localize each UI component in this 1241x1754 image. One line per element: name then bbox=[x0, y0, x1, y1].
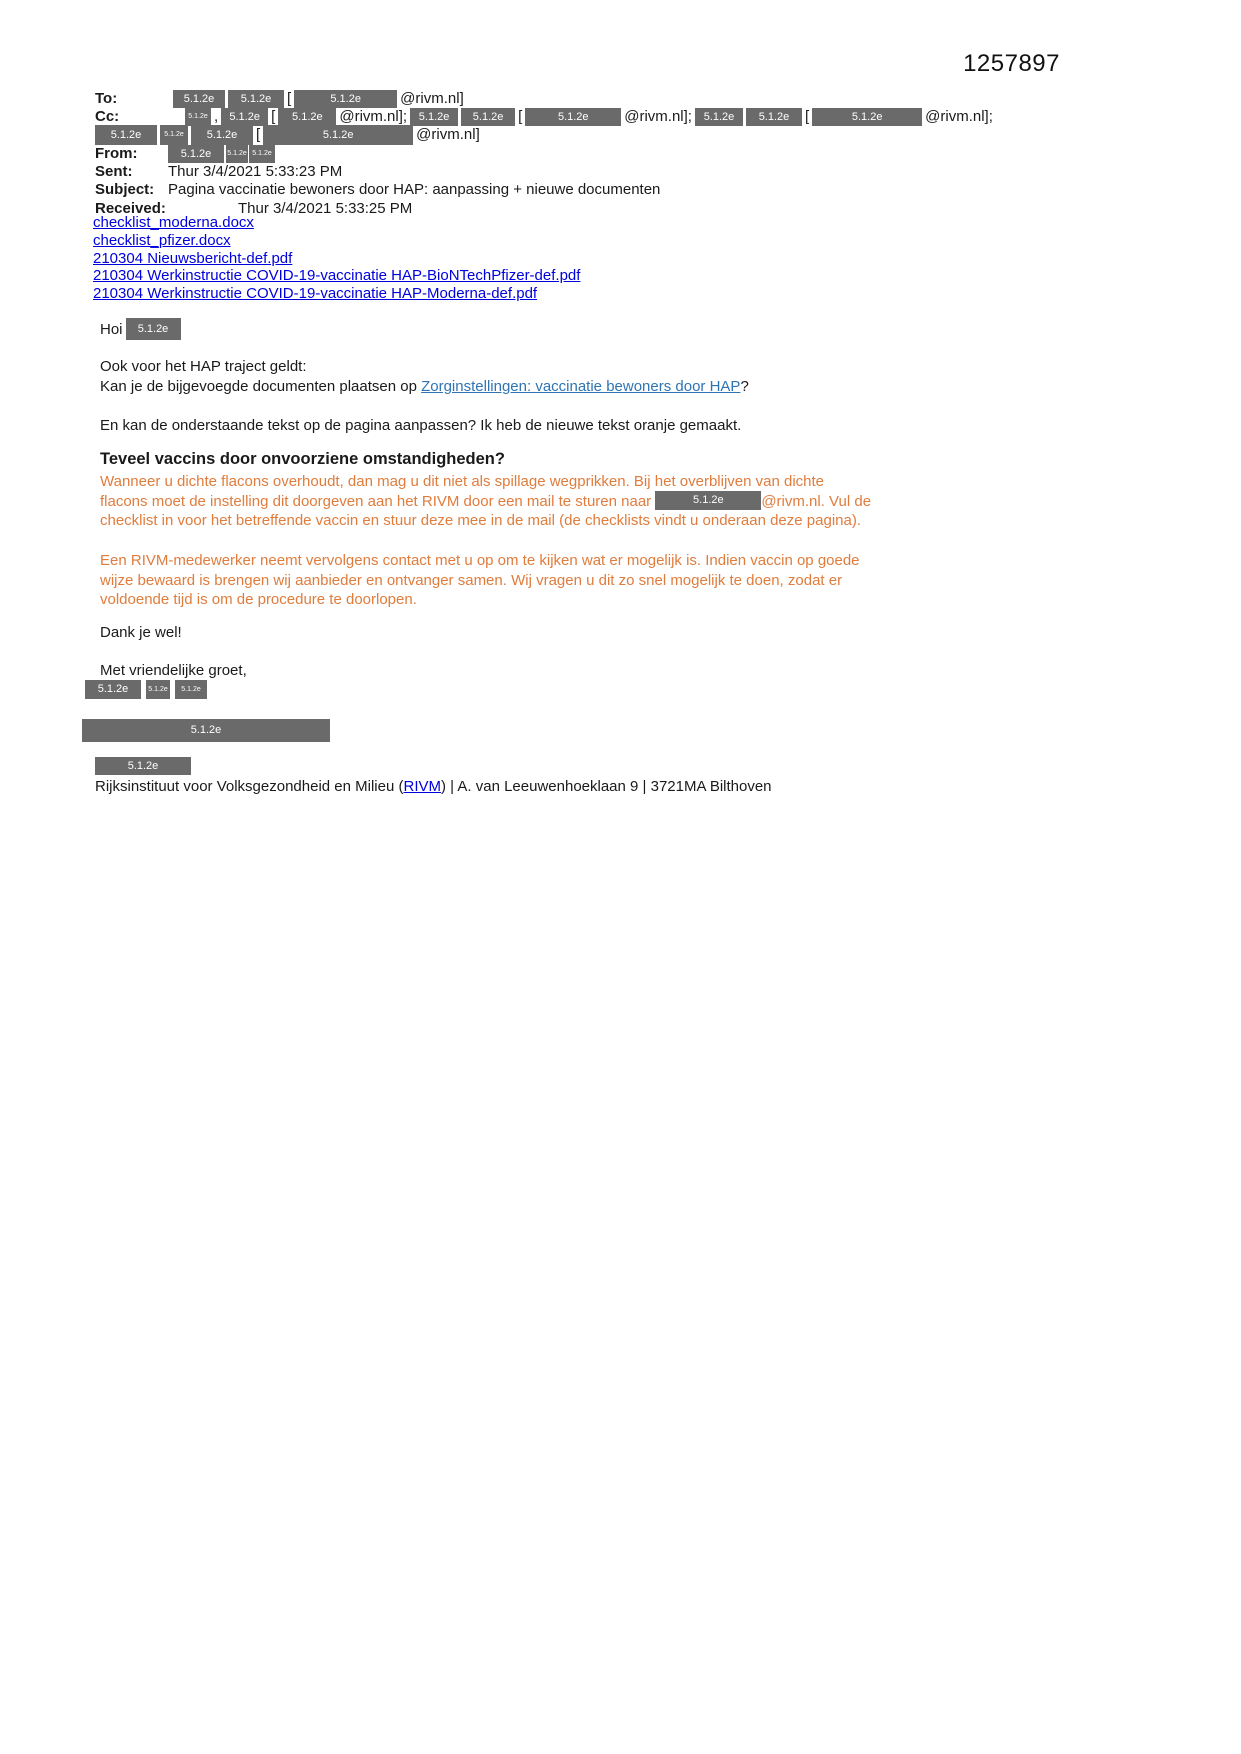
redaction-box: 5.1.2e bbox=[126, 318, 181, 340]
section-heading: Teveel vaccins door onvoorziene omstandigheden? bbox=[100, 450, 505, 468]
redaction-box: 5.1.2e bbox=[249, 145, 275, 163]
sent-value: Thur 3/4/2021 5:33:23 PM bbox=[168, 163, 343, 180]
to-label: To: bbox=[95, 90, 118, 107]
bracket-text: [ bbox=[518, 108, 523, 125]
redaction-box: 5.1.2e bbox=[175, 680, 207, 699]
to-value bbox=[168, 90, 464, 108]
redaction-box: 5.1.2e bbox=[228, 90, 284, 108]
orange-p2-line1: Een RIVM-medewerker neemt vervolgens contact met u op om te kijken wat er mogelijk is. Indien vaccin op goede bbox=[100, 552, 860, 569]
orange-p1-line2-post: @rivm.nl. Vul de bbox=[761, 492, 872, 510]
redaction-box: 5.1.2e bbox=[655, 491, 761, 510]
body-line-2-prefix: Kan je de bijgevoegde documenten plaatsen op bbox=[100, 378, 422, 395]
attachment-link-checklist-pfizer[interactable]: checklist_pfizer.docx bbox=[93, 231, 231, 249]
zorginstellingen-link[interactable]: Zorginstellingen: vaccinatie bewoners door HAP bbox=[421, 378, 741, 395]
redaction-box: 5.1.2e bbox=[410, 108, 458, 126]
domain-text: @rivm.nl]; bbox=[624, 108, 692, 125]
rivm-link[interactable]: RIVM bbox=[403, 778, 441, 795]
bracket-text: [ bbox=[256, 126, 261, 143]
body-line-3: En kan de onderstaande tekst op de pagina aanpassen? Ik heb de nieuwe tekst oranje gemaakt. bbox=[100, 417, 742, 434]
orange-p1-line2-pre: flacons moet de instelling dit doorgeven aan het RIVM door een mail te sturen naar bbox=[100, 492, 656, 510]
signoff-line: Met vriendelijke groet, bbox=[100, 662, 247, 679]
domain-text: @rivm.nl]; bbox=[925, 108, 993, 125]
bracket-text: [ bbox=[287, 90, 292, 107]
cc-row bbox=[95, 107, 993, 126]
redaction-box: 5.1.2e bbox=[278, 108, 336, 126]
redaction-box: 5.1.2e bbox=[191, 125, 253, 145]
domain-text: @rivm.nl]; bbox=[339, 108, 408, 125]
bracket-text: [ bbox=[804, 108, 810, 125]
redaction-bar-small: 5.1.2e bbox=[95, 757, 191, 775]
from-value bbox=[168, 145, 275, 163]
subject-row bbox=[95, 180, 660, 199]
orange-p1-line1: Wanneer u dichte flacons overhoudt, dan mag u dit niet als spillage wegprikken. Bij het overblijven van dichte bbox=[100, 473, 825, 490]
attachment-link-nieuwsbericht[interactable]: 210304 Nieuwsbericht-def.pdf bbox=[93, 249, 293, 267]
thanks-line: Dank je wel! bbox=[100, 624, 182, 641]
cc-label: Cc: bbox=[95, 108, 120, 125]
footer-org-line bbox=[95, 778, 772, 795]
sent-row bbox=[95, 162, 342, 181]
orange-paragraph-2 bbox=[100, 551, 860, 610]
comma-text: , bbox=[214, 108, 219, 125]
redaction-box: 5.1.2e bbox=[173, 90, 225, 108]
body-line-1: Ook voor het HAP traject geldt: bbox=[100, 358, 307, 375]
redaction-box: 5.1.2e bbox=[294, 90, 397, 108]
to-row bbox=[95, 89, 464, 108]
redaction-bar-wide: 5.1.2e bbox=[82, 719, 330, 742]
redaction-box: 5.1.2e bbox=[812, 108, 922, 126]
cc-row-continuation bbox=[95, 125, 480, 144]
redaction-box: 5.1.2e bbox=[185, 108, 211, 126]
orange-p2-line3: voldoende tijd is om de procedure te doorlopen. bbox=[100, 591, 417, 609]
orange-p2-line2: wijze bewaard is brengen wij aanbieder en ontvanger samen. Wij vragen u dit zo snel mogelijk te doen, zodat er bbox=[100, 571, 843, 589]
domain-text: @rivm.nl] bbox=[400, 90, 464, 107]
redaction-box: 5.1.2e bbox=[695, 108, 743, 126]
body-line-2 bbox=[100, 378, 749, 395]
bracket-text: [ bbox=[271, 108, 276, 125]
redaction-box: 5.1.2e bbox=[146, 680, 170, 699]
redaction-box: 5.1.2e bbox=[85, 680, 141, 699]
attachment-link-checklist-moderna[interactable]: checklist_moderna.docx bbox=[93, 214, 254, 231]
redaction-box: 5.1.2e bbox=[461, 108, 515, 126]
redaction-box: 5.1.2e bbox=[263, 125, 413, 145]
from-row bbox=[95, 144, 275, 163]
received-value: Thur 3/4/2021 5:33:25 PM bbox=[238, 200, 413, 217]
orange-paragraph-1 bbox=[100, 472, 871, 531]
sent-label: Sent: bbox=[95, 163, 133, 180]
signature-redactions bbox=[85, 680, 207, 699]
document-number: 1257897 bbox=[963, 50, 1060, 77]
body-line-2-suffix: ? bbox=[740, 378, 749, 395]
redaction-box: 5.1.2e bbox=[160, 125, 188, 145]
redaction-box: 5.1.2e bbox=[221, 108, 268, 126]
from-label: From: bbox=[95, 145, 138, 162]
redaction-box: 5.1.2e bbox=[226, 145, 248, 163]
redaction-box: 5.1.2e bbox=[525, 108, 621, 126]
attachment-link-werkinstructie-pfizer[interactable]: 210304 Werkinstructie COVID-19-vaccinatie HAP-BioNTechPfizer-def.pdf bbox=[93, 267, 581, 285]
redaction-box: 5.1.2e bbox=[746, 108, 802, 126]
footer-org-prefix: Rijksinstituut voor Volksgezondheid en Milieu ( bbox=[95, 778, 404, 795]
attachment-list bbox=[93, 214, 580, 303]
greeting-text: Hoi bbox=[100, 320, 123, 338]
redaction-box: 5.1.2e bbox=[168, 145, 224, 163]
footer-org-suffix: ) | A. van Leeuwenhoeklaan 9 | 3721MA Bilthoven bbox=[441, 778, 772, 795]
attachment-link-werkinstructie-moderna[interactable]: 210304 Werkinstructie COVID-19-vaccinatie HAP-Moderna-def.pdf bbox=[93, 285, 538, 303]
subject-label: Subject: bbox=[95, 181, 155, 198]
orange-p1-line2 bbox=[100, 492, 871, 512]
domain-text: @rivm.nl] bbox=[416, 126, 480, 143]
orange-p1-line3: checklist in voor het betreffende vaccin en stuur deze mee in de mail (de checklists vindt u onderaan deze pagina). bbox=[100, 512, 861, 530]
received-label: Received: bbox=[95, 200, 166, 217]
cc-value-line1 bbox=[168, 108, 993, 126]
cc-value-line2 bbox=[95, 125, 480, 145]
subject-value: Pagina vaccinatie bewoners door HAP: aanpassing + nieuwe documenten bbox=[168, 181, 661, 198]
greeting-row bbox=[100, 318, 181, 340]
redaction-box: 5.1.2e bbox=[95, 125, 157, 145]
